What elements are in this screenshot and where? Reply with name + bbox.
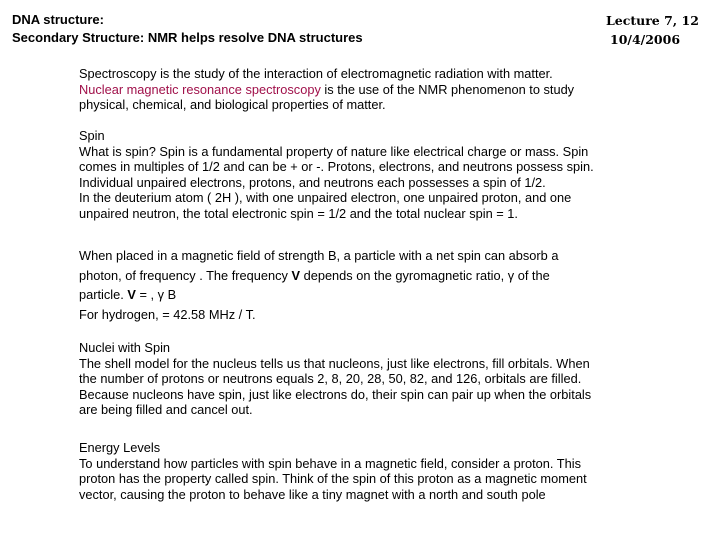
intro-line-2-rest: is the use of the NMR phenomenon to study <box>320 81 575 97</box>
energy-heading: Energy Levels <box>79 440 161 455</box>
nuclei-line: The shell model for the nucleus tells us that nucleons, just like electrons, fill orbitals. When <box>79 355 590 371</box>
intro-line-1: Spectroscopy is the study of the interaction of electromagnetic radiation with matter. <box>79 66 553 81</box>
energy-line: proton has the property called spin. Think of the spin of this proton as a magnetic moment <box>79 471 587 486</box>
lecture-info <box>606 11 699 49</box>
lecture-date: 10/4/2006 <box>610 32 681 47</box>
field-line-1: When placed in a magnetic field of strength B, a particle with a net spin can absorb a <box>79 248 559 263</box>
slide-title <box>12 11 363 47</box>
energy-line: To understand how particles with spin behave in a magnetic field, consider a proton. This <box>79 455 581 471</box>
nu-symbol: V <box>291 267 301 283</box>
field-line-4: For hydrogen, = 42.58 MHz / T. <box>79 306 256 322</box>
field-line-2-end: depends on the gyromagnetic ratio, γ of the <box>300 267 550 283</box>
lecture-number: Lecture 7, 12 <box>606 13 699 28</box>
intro-line-2 <box>79 82 704 98</box>
field-line-2-start: photon, of frequency . The frequency <box>79 267 292 283</box>
spin-section <box>79 128 704 221</box>
energy-line: vector, causing the proton to behave like a tiny magnet with a north and south pole <box>79 486 546 502</box>
spin-line: In the deuterium atom ( 2H ), with one unpaired electron, one unpaired proton, and one <box>79 190 572 205</box>
title-line-1: DNA structure: <box>12 12 104 27</box>
energy-levels-section <box>79 440 704 502</box>
title-line-2: Secondary Structure: NMR helps resolve DNA structures <box>12 30 363 45</box>
spin-line: unpaired neutron, the total electronic spin = 1/2 and the total nuclear spin = 1. <box>79 205 518 221</box>
intro-paragraph <box>79 66 704 113</box>
field-line-3-start: particle. <box>79 287 128 302</box>
nu-symbol: V <box>127 287 136 302</box>
field-line-3 <box>79 285 704 305</box>
nuclei-line: Because nucleons have spin, just like electrons do, their spin can pair up when the orbitals <box>79 386 592 402</box>
nuclei-heading: Nuclei with Spin <box>79 340 171 355</box>
nuclei-line: the number of protons or neutrons equals 2, 8, 20, 28, 50, 82, and 126, orbitals are filled. <box>79 371 582 386</box>
nuclei-section <box>79 340 704 418</box>
nmr-spectroscopy-highlight: Nuclear magnetic resonance spectroscopy <box>79 81 321 97</box>
field-line-2 <box>79 266 704 286</box>
intro-line-3: physical, chemical, and biological properties of matter. <box>79 97 386 112</box>
field-line-3-end: = , γ B <box>135 287 177 302</box>
nuclei-line: are being filled and cancel out. <box>79 402 253 417</box>
spin-line: What is spin? Spin is a fundamental property of nature like electrical charge or mass. Spin <box>79 143 589 159</box>
spin-heading: Spin <box>79 128 105 143</box>
spin-line: Individual unpaired electrons, protons, and neutrons each possesses a spin of 1/2. <box>79 174 546 190</box>
magnetic-field-section <box>79 246 704 323</box>
spin-line: comes in multiples of 1/2 and can be + or -. Protons, electrons, and neutrons possess spin. <box>79 159 594 174</box>
